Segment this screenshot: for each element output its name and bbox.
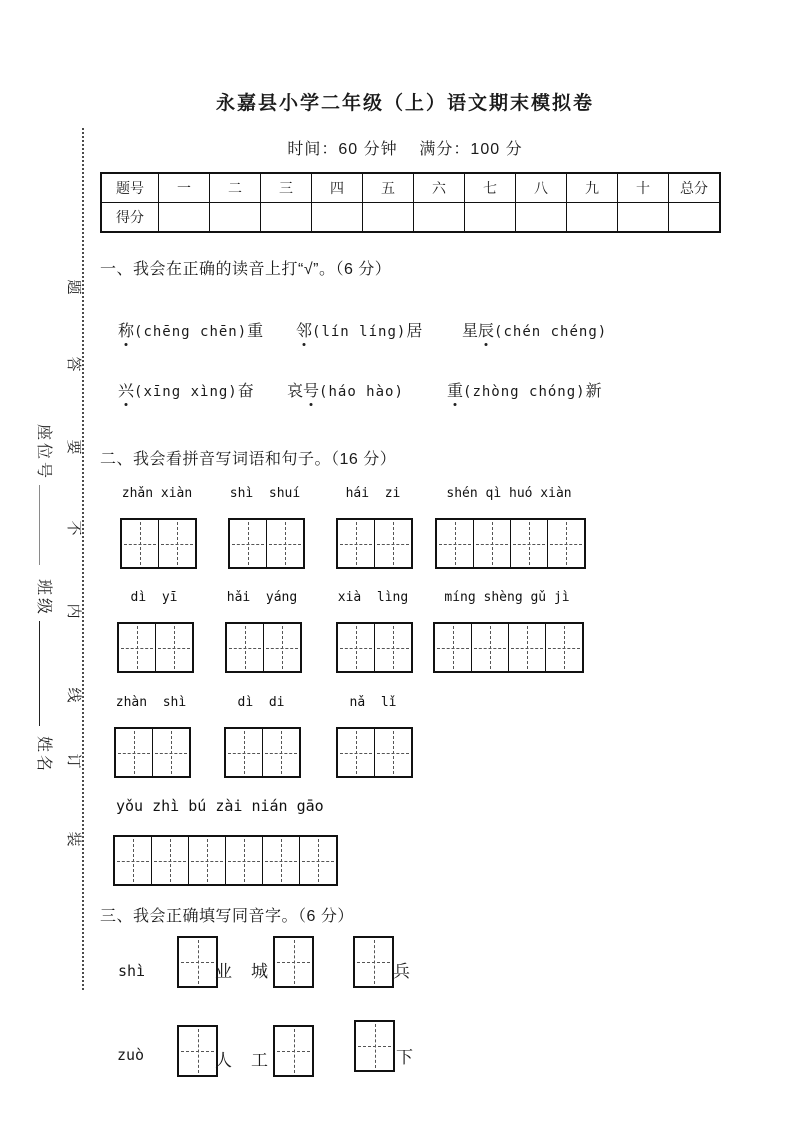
section-2-heading: 二、我会看拼音写词语和句子。（16 分） [100, 451, 397, 468]
item-prefix: 星 [462, 323, 479, 340]
pronunciation-item[interactable] [462, 318, 607, 341]
writing-grid [224, 727, 301, 778]
column-header: 八 [516, 173, 567, 203]
writing-grid [114, 727, 191, 778]
writing-cell[interactable] [546, 624, 582, 671]
homophone-pinyin: zuò [117, 1046, 145, 1064]
column-header: 总分 [669, 173, 721, 203]
writing-grid [433, 622, 584, 673]
score-table [100, 172, 721, 233]
writing-cell[interactable] [275, 1027, 312, 1075]
pronunciation-item[interactable] [118, 378, 254, 401]
pronunciation-item[interactable] [287, 378, 404, 401]
pinyin-choices[interactable]: (chēng chēn) [134, 324, 248, 340]
column-header: 六 [414, 173, 465, 203]
writing-cell[interactable] [159, 520, 195, 567]
context-character: 城 [251, 962, 268, 981]
binding-line-char: 线 [65, 687, 82, 703]
writing-grid [177, 1025, 218, 1077]
item-suffix: 新 [585, 383, 602, 400]
seat-number-blank[interactable] [39, 485, 54, 565]
writing-cell[interactable] [227, 624, 264, 671]
binding-line-char: 内 [65, 603, 82, 619]
context-character: 下 [396, 1048, 413, 1067]
writing-grid [273, 1025, 314, 1077]
column-header: 五 [363, 173, 414, 203]
binding-line-char: 订 [65, 753, 82, 769]
writing-cell[interactable] [437, 520, 474, 567]
score-input-cell[interactable] [465, 203, 516, 233]
tested-character: 号 [303, 378, 319, 401]
writing-cell[interactable] [511, 520, 548, 567]
class-blank[interactable] [39, 621, 54, 726]
seat-number-label: 座位号 [35, 424, 52, 482]
context-character: 兵 [393, 962, 410, 981]
tested-character: 称 [118, 318, 134, 341]
writing-grid [336, 727, 413, 778]
writing-cell[interactable] [264, 624, 300, 671]
column-header: 十 [618, 173, 669, 203]
score-input-cell[interactable] [669, 203, 721, 233]
writing-grid [177, 936, 218, 988]
score-input-cell[interactable] [261, 203, 312, 233]
binding-dotted-line [82, 128, 84, 990]
tested-character: 兴 [118, 378, 134, 401]
pinyin-label: xià lìng [337, 590, 409, 605]
score-input-cell[interactable] [516, 203, 567, 233]
question-number-label: 题号 [101, 173, 159, 203]
score-table-score-row [101, 203, 720, 233]
pronunciation-item[interactable] [296, 318, 422, 341]
column-header: 一 [159, 173, 210, 203]
item-suffix: 奋 [237, 383, 254, 400]
column-header: 二 [210, 173, 261, 203]
pinyin-label: shén qì huó xiàn [446, 486, 572, 501]
page-title: 永嘉县小学二年级（上）语文期末模拟卷 [215, 93, 594, 114]
pinyin-label: shì shuí [229, 486, 301, 501]
pinyin-label: hái zi [345, 486, 401, 501]
tested-character: 邻 [296, 318, 312, 341]
column-header: 四 [312, 173, 363, 203]
pronunciation-item[interactable] [118, 318, 263, 341]
writing-cell[interactable] [152, 837, 189, 884]
pinyin-label: zhàn shì [115, 695, 187, 710]
score-label: 得分 [101, 203, 159, 233]
pinyin-label: hǎi yáng [226, 590, 298, 605]
sentence-pinyin-label: yǒu zhì bú zài nián gāo [116, 797, 324, 815]
writing-cell[interactable] [179, 1027, 216, 1075]
writing-cell[interactable] [355, 938, 392, 986]
writing-cell[interactable] [338, 520, 375, 567]
exam-meta: 时间：60 分钟 满分：100 分 [287, 141, 523, 158]
score-input-cell[interactable] [414, 203, 465, 233]
name-label: 姓名 [35, 736, 52, 775]
pinyin-label: zhǎn xiàn [121, 486, 193, 501]
section-1-heading: 一、我会在正确的读音上打“√”。（6 分） [100, 261, 392, 278]
writing-cell[interactable] [474, 520, 511, 567]
pinyin-label: dì di [237, 695, 285, 710]
writing-cell[interactable] [189, 837, 226, 884]
column-header: 七 [465, 173, 516, 203]
writing-cell[interactable] [300, 837, 336, 884]
writing-cell[interactable] [435, 624, 472, 671]
pinyin-choices[interactable]: (lín líng) [312, 324, 407, 340]
writing-cell[interactable] [338, 729, 375, 776]
writing-grid [120, 518, 197, 569]
pinyin-label: dì yī [130, 590, 178, 605]
binding-line-char: 题 [65, 279, 82, 295]
writing-cell[interactable] [509, 624, 546, 671]
student-info-fields [37, 424, 57, 774]
sentence-writing-grid [113, 835, 338, 886]
score-input-cell[interactable] [618, 203, 669, 233]
context-character: 工 [251, 1051, 268, 1070]
writing-cell[interactable] [375, 624, 411, 671]
context-character: 人 [215, 1051, 232, 1070]
class-label: 班级 [35, 579, 52, 618]
writing-grid [353, 936, 394, 988]
column-header: 九 [567, 173, 618, 203]
writing-cell[interactable] [375, 729, 411, 776]
writing-grid [336, 518, 413, 569]
writing-grid [354, 1020, 395, 1072]
writing-cell[interactable] [226, 837, 263, 884]
writing-cell[interactable] [356, 1022, 393, 1070]
writing-grid [273, 936, 314, 988]
pinyin-label: nǎ lǐ [349, 695, 397, 710]
writing-cell[interactable] [179, 938, 216, 986]
pronunciation-item[interactable] [447, 378, 602, 401]
writing-cell[interactable] [375, 520, 411, 567]
writing-grid [228, 518, 305, 569]
binding-line-char: 答 [65, 356, 82, 372]
homophone-pinyin: shì [118, 962, 146, 980]
writing-cell[interactable] [338, 624, 375, 671]
writing-cell[interactable] [116, 729, 153, 776]
tested-character: 重 [447, 378, 463, 401]
score-input-cell[interactable] [567, 203, 618, 233]
item-prefix: 哀 [287, 383, 304, 400]
writing-cell[interactable] [115, 837, 152, 884]
writing-grid [435, 518, 586, 569]
writing-cell[interactable] [263, 729, 299, 776]
item-suffix: 重 [247, 323, 264, 340]
binding-line-char: 装 [65, 831, 82, 847]
score-table-header-row [101, 173, 720, 203]
pinyin-choices[interactable]: (háo hào) [319, 384, 404, 400]
writing-grid [117, 622, 194, 673]
score-input-cell[interactable] [159, 203, 210, 233]
writing-grid [336, 622, 413, 673]
writing-cell[interactable] [275, 938, 312, 986]
writing-grid [225, 622, 302, 673]
binding-line-char: 要 [65, 439, 82, 455]
writing-cell[interactable] [156, 624, 192, 671]
section-3-heading: 三、我会正确填写同音字。（6 分） [100, 908, 354, 925]
pinyin-choices[interactable]: (zhòng chóng) [463, 384, 586, 400]
writing-cell[interactable] [226, 729, 263, 776]
pinyin-label: míng shèng gǔ jì [444, 590, 570, 605]
item-suffix: 居 [406, 323, 423, 340]
writing-cell[interactable] [119, 624, 156, 671]
writing-cell[interactable] [263, 837, 300, 884]
pinyin-choices[interactable]: (chén chéng) [494, 324, 608, 340]
writing-cell[interactable] [153, 729, 189, 776]
score-input-cell[interactable] [363, 203, 414, 233]
binding-line-char: 不 [65, 520, 82, 536]
tested-character: 辰 [478, 318, 494, 341]
column-header: 三 [261, 173, 312, 203]
score-input-cell[interactable] [312, 203, 363, 233]
writing-cell[interactable] [472, 624, 509, 671]
pinyin-choices[interactable]: (xīng xìng) [134, 384, 238, 400]
score-input-cell[interactable] [210, 203, 261, 233]
writing-cell[interactable] [548, 520, 584, 567]
writing-cell[interactable] [230, 520, 267, 567]
context-character: 业 [215, 962, 232, 981]
writing-cell[interactable] [267, 520, 303, 567]
writing-cell[interactable] [122, 520, 159, 567]
